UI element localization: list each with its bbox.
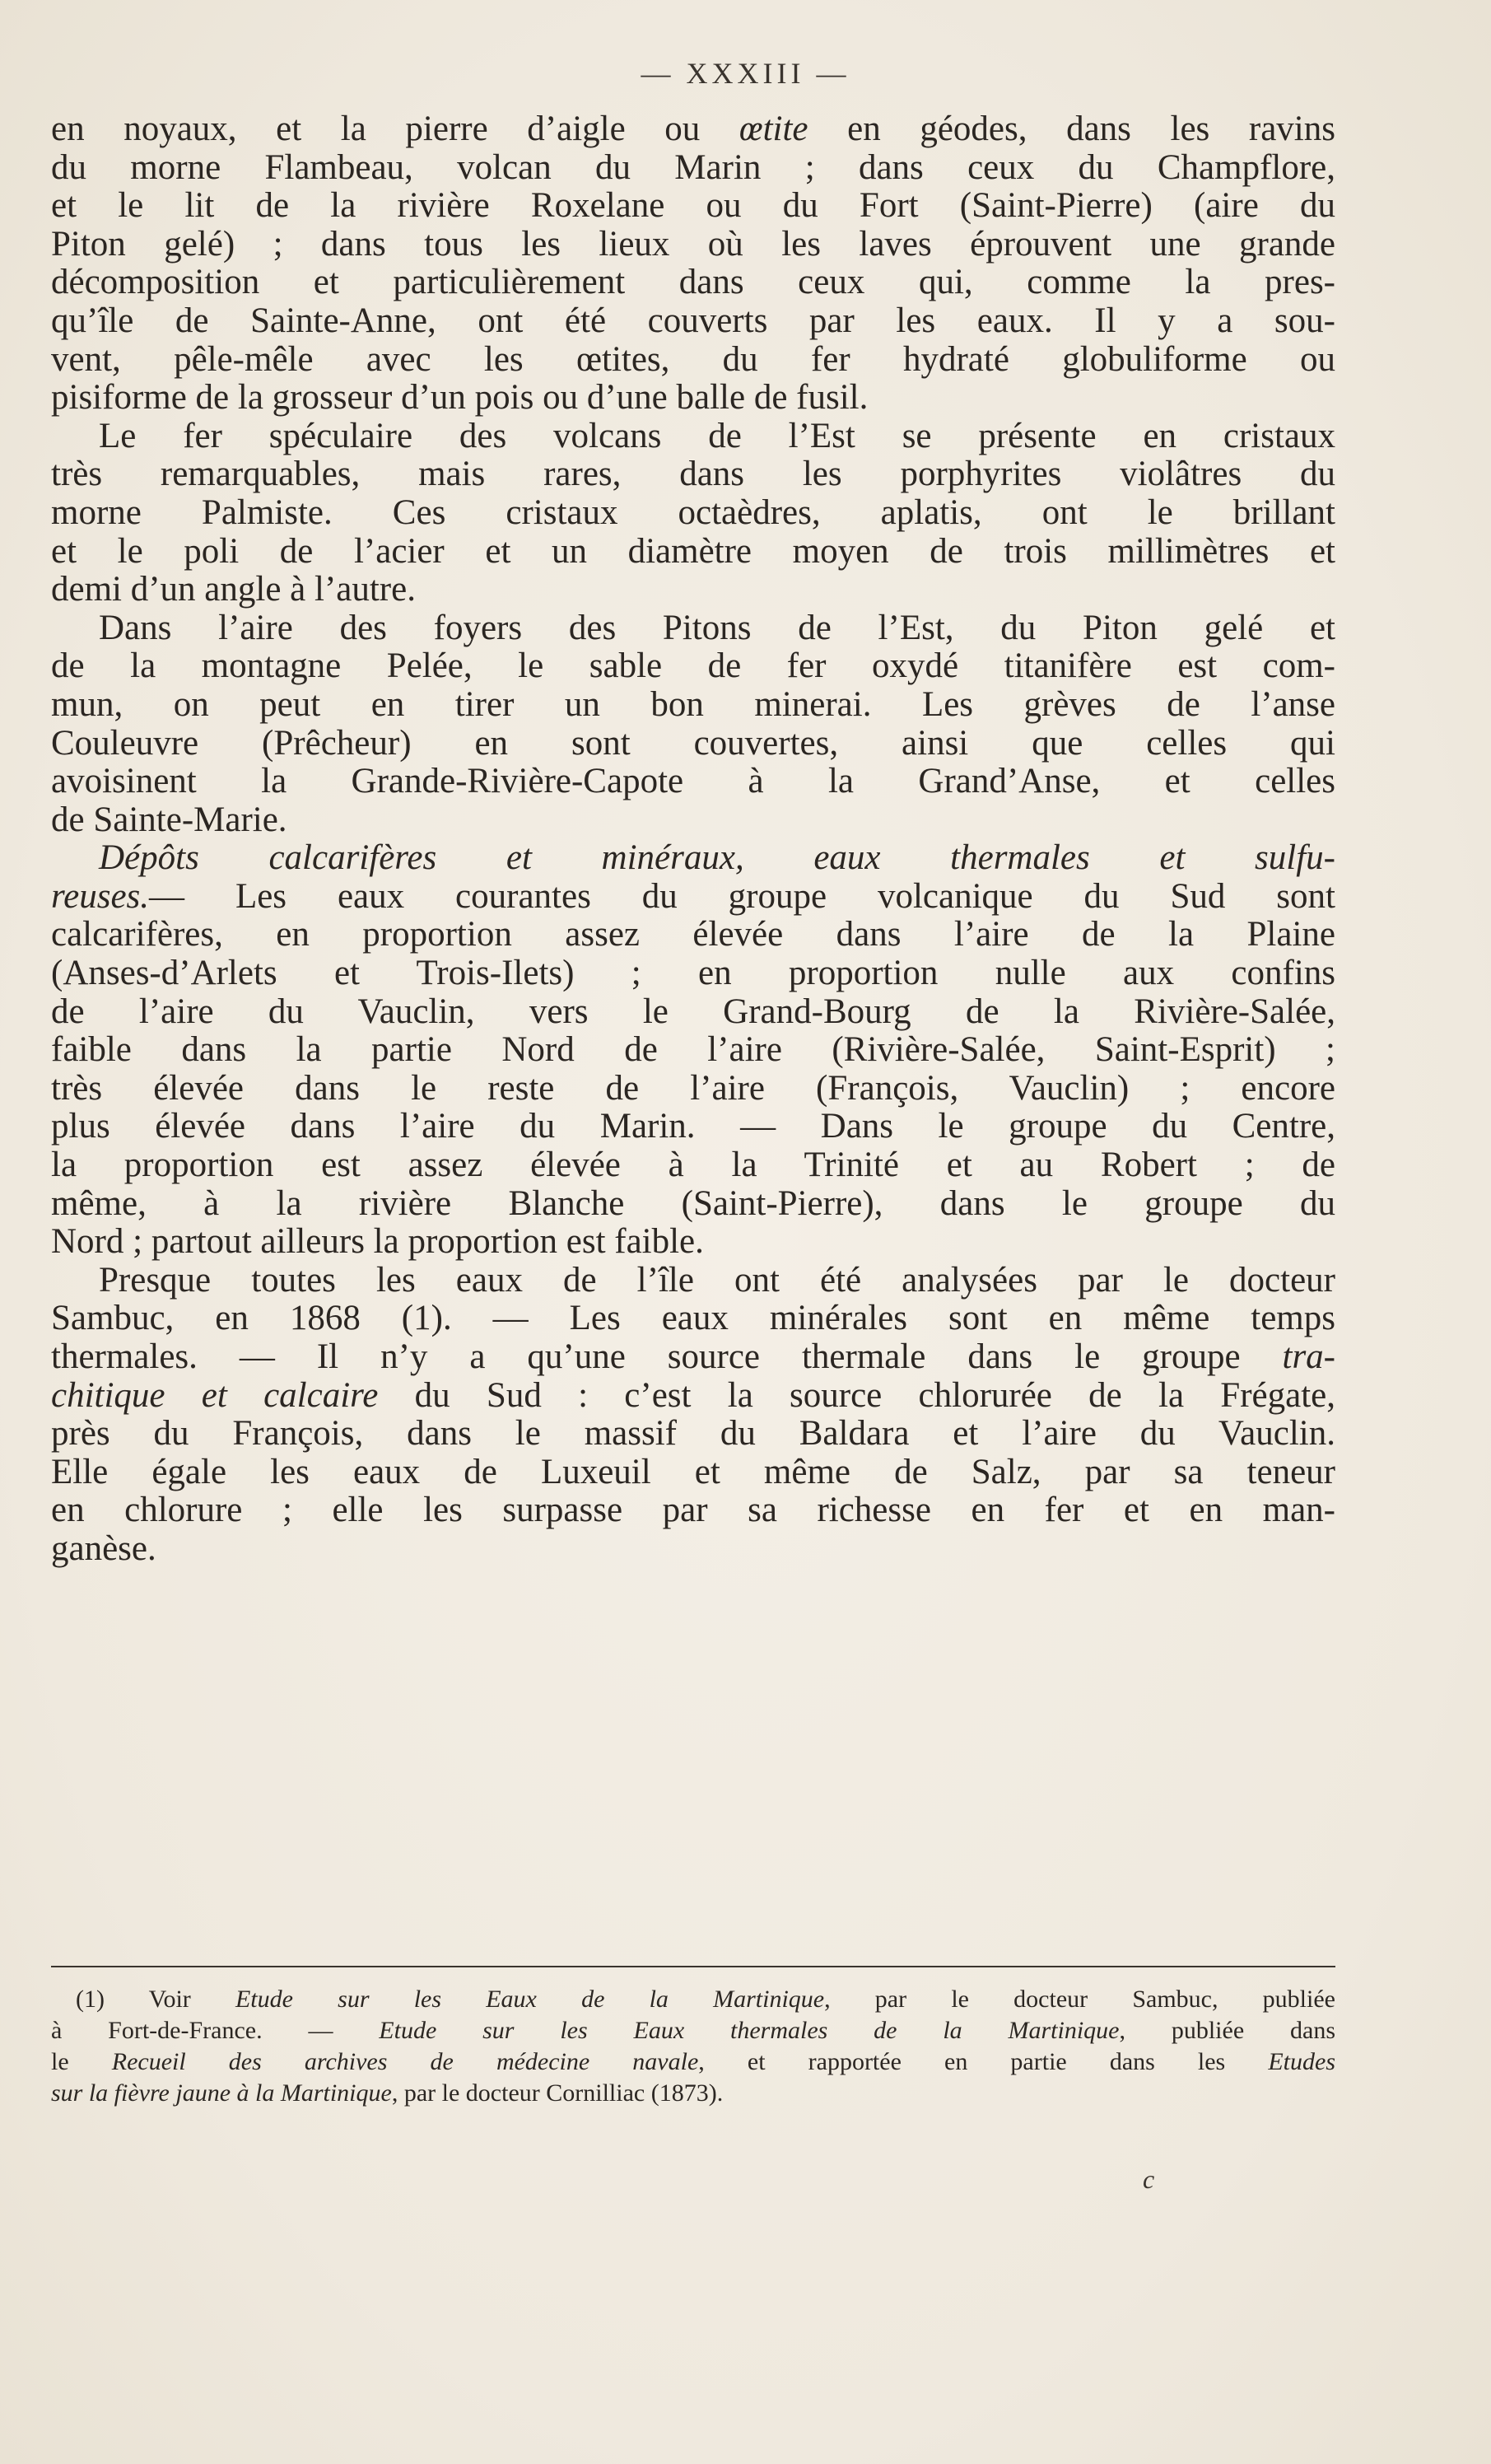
text-run: thermales. — Il n’y a qu’une source thermale dans le groupe [51, 1338, 1283, 1376]
footnote-line [51, 2015, 1335, 2046]
text-run: — Les eaux courantes du groupe volcanique du Sud sont [149, 877, 1335, 916]
text-run: Couleuvre (Prêcheur) en sont couvertes, ainsi que celles qui [51, 724, 1335, 763]
italic-text: chitique et calcaire [51, 1376, 379, 1415]
text-line [51, 686, 1335, 725]
text-run: faible dans la partie Nord de l’aire (Rivière-Salée, Saint-Esprit) ; [51, 1031, 1335, 1070]
text-run: (Anses-d’Arlets et Trois-Ilets) ; en proportion nulle aux confins [51, 954, 1335, 993]
footnote-rule [51, 1966, 1335, 1967]
paragraph [51, 839, 1335, 1262]
text-run: de Sainte-Marie. [51, 800, 287, 839]
text-line [51, 1530, 1335, 1569]
text-line [51, 1454, 1335, 1492]
text-line [51, 226, 1335, 264]
italic-text: sur la fièvre jaune à la Martinique [51, 2079, 392, 2107]
text-run: (1) Voir [76, 1986, 235, 2013]
text-run: du Sud : c’est la source chlorurée de la Frégate, [378, 1376, 1335, 1415]
text-run: du morne Flambeau, volcan du Marin ; dans ceux du Champflore, [51, 148, 1335, 187]
signature-mark: c [1143, 2164, 1155, 2194]
text-run: , publiée dans [1119, 2017, 1335, 2044]
italic-text: œtite [739, 110, 808, 148]
text-run: près du François, dans le massif du Baldara et l’aire du Vauclin. [51, 1415, 1335, 1454]
footnote-line [51, 2046, 1335, 2078]
text-line [51, 1108, 1335, 1146]
footnote-text [51, 1984, 1335, 2109]
italic-text: Etude sur les Eaux thermales de la Martinique [379, 2017, 1120, 2044]
text-line [51, 1338, 1335, 1377]
italic-text: Etudes [1268, 2048, 1335, 2075]
text-line [51, 1262, 1335, 1300]
text-run: Dans l’aire des foyers des Pitons de l’Est, du Piton gelé et [99, 609, 1335, 647]
text-run: très élevée dans le reste de l’aire (François, Vauclin) ; encore [51, 1069, 1335, 1108]
main-text [51, 110, 1335, 1569]
text-line [51, 1491, 1335, 1530]
text-line [51, 801, 1335, 840]
text-run: pisiforme de la grosseur d’un pois ou d’une balle de fusil. [51, 379, 869, 418]
text-run: Piton gelé) ; dans tous les lieux où les laves éprouvent une grande [51, 225, 1335, 264]
text-run: ganèse. [51, 1529, 156, 1568]
text-line [51, 725, 1335, 763]
text-run: qu’île de Sainte-Anne, ont été couverts par les eaux. Il y a sou- [51, 301, 1335, 340]
text-line [51, 302, 1335, 341]
paragraph [51, 609, 1335, 840]
text-line [51, 1146, 1335, 1185]
text-run: Presque toutes les eaux de l’île ont été analysées par le docteur [99, 1261, 1335, 1300]
text-line [51, 1415, 1335, 1454]
text-run: en noyaux, et la pierre d’aigle ou [51, 110, 739, 148]
text-run: , par le docteur Sambuc, publiée [824, 1986, 1335, 2013]
text-line [51, 1223, 1335, 1262]
text-run: même, à la rivière Blanche (Saint-Pierre), dans le groupe du [51, 1184, 1335, 1223]
page-number: — XXXIII — [641, 57, 850, 90]
text-line [51, 418, 1335, 456]
text-line [51, 647, 1335, 686]
text-run: Sambuc, en 1868 (1). — Les eaux minérales sont en même temps [51, 1300, 1335, 1338]
italic-text: Dépôts calcarifères et minéraux, eaux thermales et sulfu- [99, 839, 1335, 878]
footnote-line [51, 2078, 1335, 2109]
text-run: décomposition et particulièrement dans ceux qui, comme la pres- [51, 264, 1335, 302]
text-line [51, 533, 1335, 572]
text-run: plus élevée dans l’aire du Marin. — Dans le groupe du Centre, [51, 1108, 1335, 1146]
text-run: la proportion est assez élevée à la Trinité et au Robert ; de [51, 1146, 1335, 1185]
text-line [51, 494, 1335, 533]
paragraph [51, 418, 1335, 609]
text-line [51, 110, 1335, 149]
paragraph [51, 1262, 1335, 1569]
text-run: , par le docteur Cornilliac (1873). [391, 2079, 724, 2107]
italic-text: reuses. [51, 877, 150, 916]
text-run: Elle égale les eaux de Luxeuil et même de Salz, par sa teneur [51, 1453, 1335, 1491]
footnote-line [51, 1984, 1335, 2015]
italic-text: Recueil des archives de médecine navale [111, 2048, 699, 2075]
text-run: avoisinent la Grande-Rivière-Capote à la Grand’Anse, et celles [51, 763, 1335, 801]
text-line [51, 878, 1335, 917]
text-run: Le fer spéculaire des volcans de l’Est se présente en cristaux [99, 417, 1335, 455]
text-run: , et rapportée en partie dans les [698, 2048, 1269, 2075]
italic-text: tra- [1282, 1338, 1335, 1376]
text-run: vent, pêle-mêle avec les œtites, du fer hydraté globuliforme ou [51, 340, 1335, 379]
paragraph [51, 110, 1335, 418]
text-line [51, 839, 1335, 878]
text-run: et le poli de l’acier et un diamètre moyen de trois millimètres et [51, 532, 1335, 571]
text-line [51, 341, 1335, 380]
text-line [51, 187, 1335, 226]
text-run: calcarifères, en proportion assez élevée dans l’aire de la Plaine [51, 916, 1335, 954]
text-line [51, 149, 1335, 188]
footnotes [51, 1966, 1335, 2109]
text-run: morne Palmiste. Ces cristaux octaèdres, aplatis, ont le brillant [51, 493, 1335, 532]
text-run: Nord ; partout ailleurs la proportion est faible. [51, 1223, 704, 1262]
text-line [51, 1185, 1335, 1224]
text-run: très remarquables, mais rares, dans les porphyrites violâtres du [51, 455, 1335, 494]
text-run: en chlorure ; elle les surpasse par sa richesse en fer et en man- [51, 1491, 1335, 1530]
text-run: et le lit de la rivière Roxelane ou du Fort (Saint-Pierre) (aire du [51, 187, 1335, 226]
text-line [51, 1031, 1335, 1070]
text-run: le [51, 2048, 112, 2075]
text-run: mun, on peut en tirer un bon minerai. Les grèves de l’anse [51, 685, 1335, 724]
text-line [51, 609, 1335, 648]
text-run: en géodes, dans les ravins [808, 110, 1335, 148]
text-line [51, 1377, 1335, 1416]
text-run: de la montagne Pelée, le sable de fer oxydé titanifère est com- [51, 647, 1335, 686]
text-run: de l’aire du Vauclin, vers le Grand-Bourg de la Rivière-Salée, [51, 992, 1335, 1031]
text-run: à Fort-de-France. — [51, 2017, 380, 2044]
text-line [51, 379, 1335, 418]
text-line [51, 571, 1335, 609]
text-line [51, 916, 1335, 954]
italic-text: Etude sur les Eaux de la Martinique [235, 1986, 825, 2013]
text-line [51, 954, 1335, 993]
text-line [51, 1300, 1335, 1338]
text-line [51, 1070, 1335, 1108]
text-line [51, 993, 1335, 1032]
text-line [51, 455, 1335, 494]
text-line [51, 264, 1335, 302]
text-run: demi d’un angle à l’autre. [51, 571, 416, 609]
text-line [51, 763, 1335, 801]
